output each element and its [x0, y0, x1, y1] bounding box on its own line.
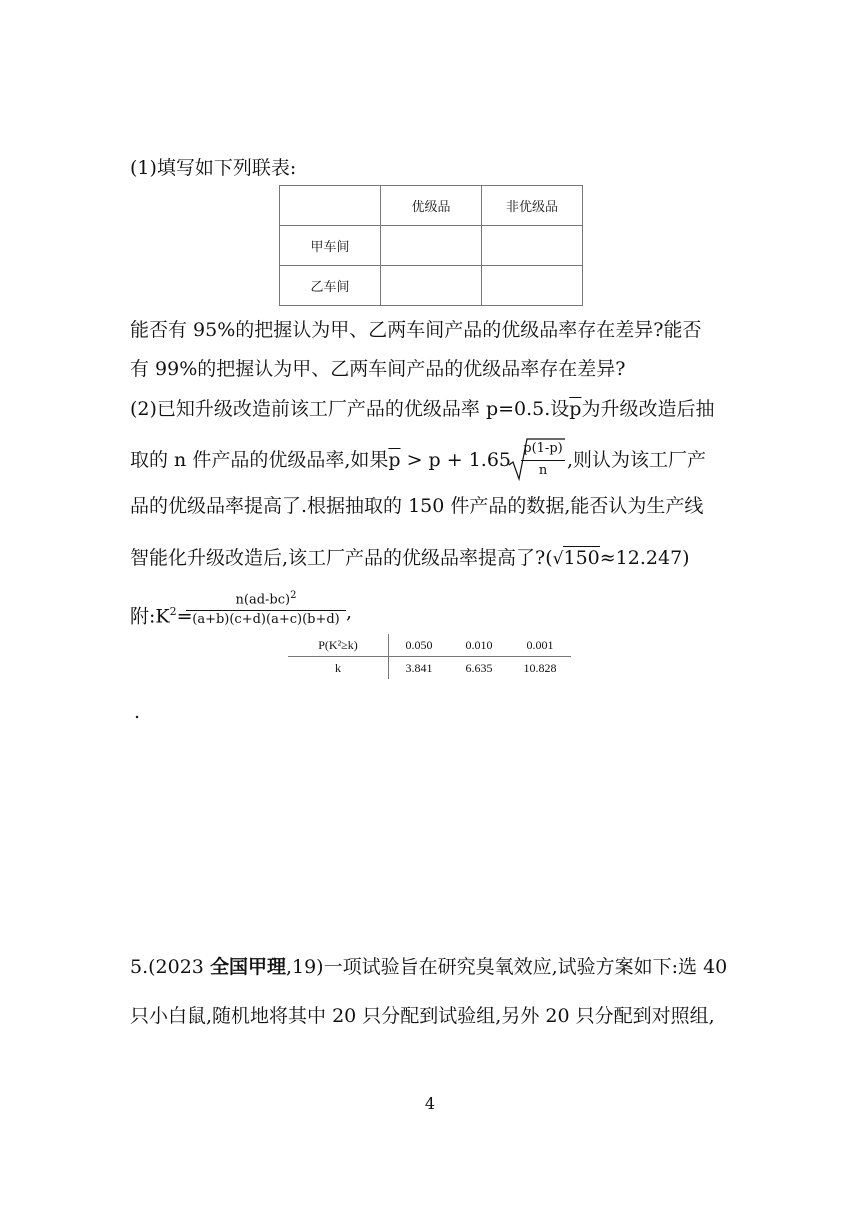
problem-source: 全国甲理 [209, 956, 286, 978]
trailing-period: . [134, 701, 141, 723]
text: 智能化升级改造后,该工厂产品的优级品率提高了?( [130, 547, 553, 569]
part2-line: 品的优级品率提高了.根据抽取的 150 件产品的数据,能否认为生产线 [130, 495, 704, 517]
row-label: 甲车间 [280, 226, 381, 266]
p-bar-symbol: $\overline{p}$ [569, 398, 582, 420]
table-header-cell [280, 186, 381, 226]
table-row [288, 657, 571, 680]
page-number: 4 [424, 1094, 436, 1113]
table-cell [482, 266, 583, 306]
table-row [280, 266, 583, 306]
table-header-cell: 优级品 [381, 186, 482, 226]
table-cell: 3.841 [389, 657, 450, 680]
part2-line [130, 448, 511, 472]
table-cell [381, 226, 482, 266]
contingency-table [279, 185, 583, 306]
appendix-label [130, 600, 193, 628]
text: ,19)一项试验旨在研究臭氧效应,试验方案如下:选 40 [285, 956, 728, 978]
table-cell [482, 226, 583, 266]
formula-comma: , [346, 601, 353, 623]
k-label: 附:K [130, 605, 170, 628]
table-row [280, 226, 583, 266]
part2-line-end: ,则认为该工厂产 [567, 449, 707, 471]
fraction-bar [521, 460, 565, 461]
text: 取的 n 件产品的优级品率,如果 [130, 449, 389, 471]
question-line: 有 99%的把握认为甲、乙两车间产品的优级品率存在差异? [130, 358, 626, 380]
problem5-line: 只小白鼠,随机地将其中 20 只分配到试验组,另外 20 只分配到对照组, [130, 1005, 715, 1027]
formula-numerator [186, 590, 346, 607]
p-bar-symbol: $\overline{p}$ [388, 449, 401, 471]
table-header-cell: 非优级品 [482, 186, 583, 226]
table-cell: 10.828 [509, 657, 571, 680]
part2-line [130, 397, 714, 421]
table-cell: 0.010 [465, 637, 493, 652]
numerator-text: n(ad-bc) [235, 592, 291, 608]
table-cell: 0.050 [405, 637, 433, 652]
sqrt-glyph: √ [552, 549, 564, 569]
text: (2)已知升级改造前该工厂产品的优级品率 p=0.5.设 [130, 398, 570, 420]
row-label: P(K²≥k) [288, 634, 389, 657]
problem-number: 5.(2023 [130, 956, 210, 978]
formula-denominator: (a+b)(c+d)(a+c)(b+d) [192, 612, 340, 627]
table-row [288, 634, 571, 657]
sqrt-denominator: n [538, 463, 548, 478]
fraction-bar [186, 610, 346, 611]
k-critical-table [288, 634, 571, 679]
part2-line [130, 546, 690, 571]
sqrt-radicand: 150 [563, 547, 600, 569]
table-cell: 6.635 [449, 657, 509, 680]
table-cell [381, 266, 482, 306]
sqrt-numerator: p(1-p) [523, 441, 563, 456]
equals-sign: = [176, 605, 193, 628]
table-header-row [280, 186, 583, 226]
k-superscript: 2 [169, 605, 177, 618]
text: ≈12.247) [599, 547, 690, 569]
question-line: 能否有 95%的把握认为甲、乙两车间产品的优级品率存在差异?能否 [130, 319, 702, 341]
table-cell: 0.001 [526, 637, 554, 652]
numerator-superscript: 2 [290, 590, 297, 601]
row-label: k [288, 657, 389, 680]
text: 为升级改造后抽 [581, 398, 715, 420]
part1-heading: (1)填写如下列联表: [130, 157, 297, 179]
inequality: > p + 1.65 [400, 449, 511, 471]
problem5-line [130, 955, 727, 979]
row-label: 乙车间 [280, 266, 381, 306]
